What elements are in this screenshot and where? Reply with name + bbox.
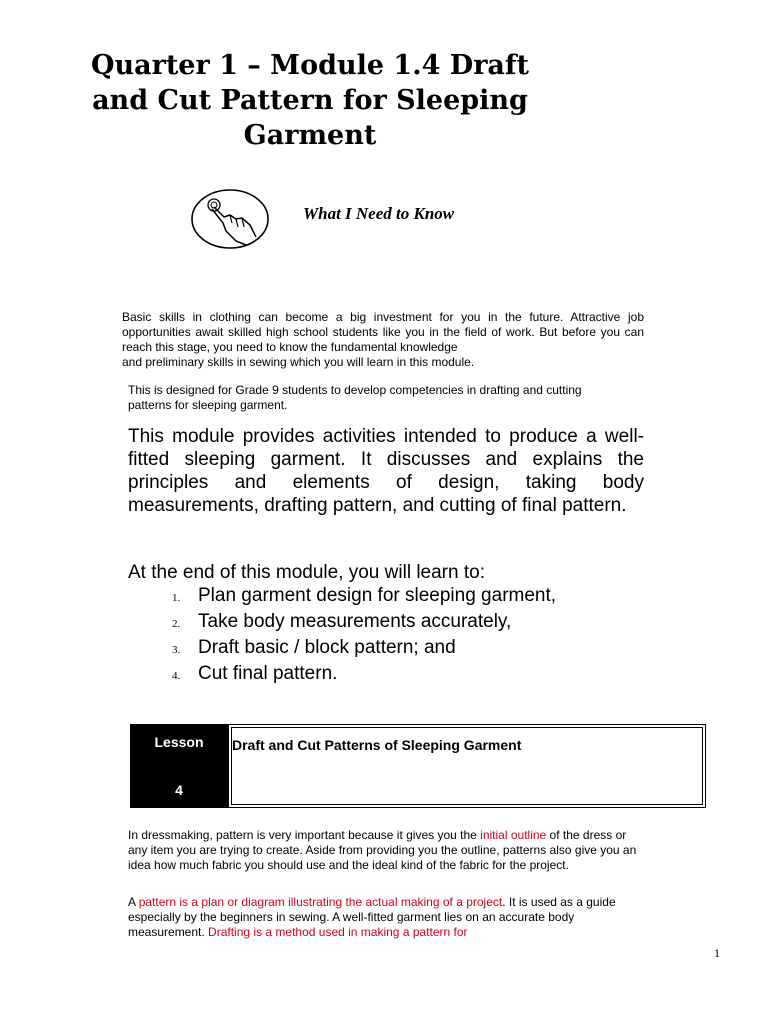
list-item: 4. Cut final pattern. [172,663,338,684]
title-line-3: Garment [243,120,377,151]
grade-paragraph: This is designed for Grade 9 students to develop competencies in drafting and cutting patterns for sleeping garment. [128,383,582,412]
title-line-1: Quarter 1 – Module 1.4 Draft [90,50,530,81]
section-heading: What I Need to Know [303,204,455,223]
list-item: 1. Plan garment design for sleeping garment, [172,585,557,606]
pattern-paragraph: A pattern is a plan or diagram illustrating the actual making of a project. It is used as a guide especially by the beginners in sewing. A well-fitted garment lies on an accurate body measurement. Drafting is a method used in making a pattern for [128,895,616,939]
list-item: 2. Take body measurements accurately, [172,611,512,632]
dressmaking-paragraph: In dressmaking, pattern is very important because it gives you the initial outline of the dress or any item you are trying to create. Aside from providing you the outline, patterns also give you an idea how much fabric you should use and the ideal kind of the fabric for the project. [128,828,637,872]
module-paragraph: This module provides activities intended to produce a well-fitted sleeping garment. It discusses and explains the principles and elements of design, taking body measurements, drafting pattern, and cutting of final pattern. [128,426,644,516]
highlight-pattern-definition: pattern is a plan or diagram illustrating the actual making of a project [138,895,503,909]
objectives-list [128,584,648,688]
title-line-2: and Cut Pattern for Sleeping [92,85,528,116]
lesson-number-box [130,724,228,808]
intro-paragraph-text: Basic skills in clothing can become a big investment for you in the future. Attractive job opportunities await skilled high school students like you in the field of work. But before you can reach this stage, you need to know the fundamental knowledge [122,310,644,354]
list-item: 3. Draft basic / block pattern; and [172,637,456,658]
lesson-title: Draft and Cut Patterns of Sleeping Garment [232,737,522,753]
lesson-label: Lesson [154,734,204,750]
page-title [50,48,570,153]
highlight-initial-outline: initial outline [480,828,547,842]
page-number: 1 [714,946,720,960]
objectives-section [128,561,648,688]
objectives-intro: At the end of this module, you will learn to: [128,562,485,583]
highlight-drafting-definition: Drafting is a method used in making a pattern for [208,925,468,939]
lesson-number: 4 [175,782,183,798]
intro-paragraph-last-line: and preliminary skills in sewing which you will learn in this module. [122,355,475,369]
hand-pointing-icon [190,187,270,251]
lesson-title-box [228,724,706,808]
intro-paragraph [122,310,644,370]
